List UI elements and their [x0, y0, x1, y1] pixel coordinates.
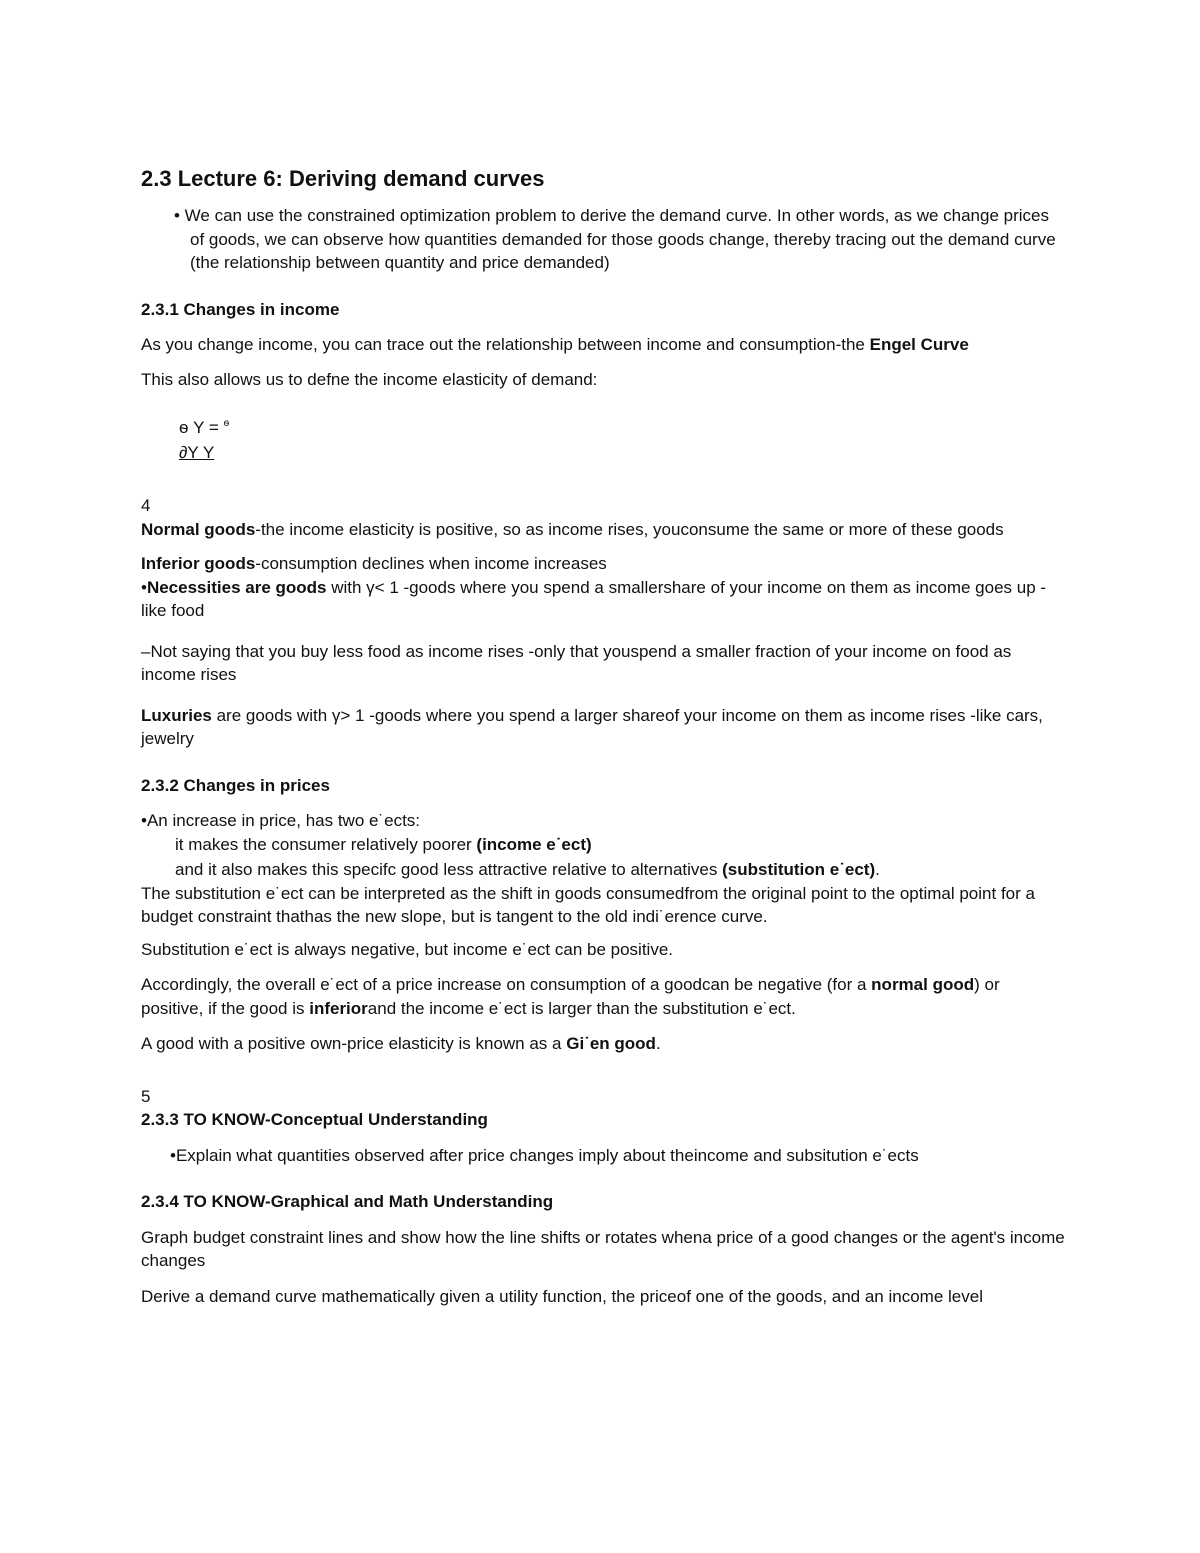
substitution-negative: Substitution e˙ect is always negative, but income e˙ect can be positive.: [141, 939, 674, 959]
substitution-effect-line: and it also makes this specifc good less attractive relative to alternatives (substitution e˙ect).: [175, 860, 880, 879]
page-number-5: 5: [141, 1086, 151, 1106]
overall-effect-paragraph: Accordingly, the overall e˙ect of a price increase on consumption of a goodcan be negative (for a normal good) or positive, if the good is inferiorand the income e˙ect is larger than the substitution e˙ect.: [141, 975, 1000, 1018]
conceptual-heading: 2.3.3 TO KNOW-Conceptual Understanding: [141, 1110, 488, 1129]
prices-heading: 2.3.2 Changes in prices: [141, 775, 330, 795]
substitution-interpretation: The substitution e˙ect can be interpreted as the shift in goods consumedfrom the original point to the optimal point for a budget constraint thathas the new slope, but is tangent to the old indi˙erence curve.: [141, 883, 1035, 926]
income-effect-term: (income e˙ect): [476, 834, 592, 854]
income-effect-line: it makes the consumer relatively poorer (income e˙ect): [175, 834, 592, 854]
income-heading: 2.3.1 Changes in income: [141, 299, 340, 319]
formula-line-1: ѳ Y = $^ѳ$: [179, 418, 230, 437]
graph-budget-paragraph: Graph budget constraint lines and show how the line shifts or rotates whena price of a good changes or the agent's income changes: [141, 1227, 1065, 1270]
luxuries-paragraph: Luxuries are goods with γ> 1 -goods where you spend a larger shareof your income on them as income rises -like cars, jewelry: [141, 705, 1043, 748]
page-number: 4: [141, 496, 151, 515]
formula-line-2: ∂Y Y: [179, 443, 215, 462]
conceptual-bullet: •Explain what quantities observed after price changes imply about theincome and subsitution e˙ects: [170, 1145, 919, 1165]
normal-goods-paragraph: Normal goods-the income elasticity is positive, so as income rises, youconsume the same or more of these goods: [141, 519, 1004, 539]
derive-demand-paragraph: Derive a demand curve mathematically given a utility function, the priceof one of the goods, and an income level: [141, 1286, 983, 1306]
luxuries-term: Luxuries: [141, 705, 212, 725]
giffen-paragraph: A good with a positive own-price elasticity is known as a Gi˙en good.: [141, 1034, 661, 1053]
inferior-term: inferior: [309, 998, 368, 1018]
normal-good-term: normal good: [871, 975, 975, 994]
substitution-effect-term: (substitution e˙ect): [722, 860, 876, 879]
necessities-term: Necessities are goods: [146, 577, 327, 597]
price-increase-line: •An increase in price, has two e˙ects:: [141, 811, 421, 830]
giffen-good-term: Gi˙en good: [566, 1034, 656, 1053]
engel-text: As you change income, you can trace out the relationship between income and consumption-the: [141, 335, 870, 354]
graphical-heading: 2.3.4 TO KNOW-Graphical and Math Understanding: [141, 1192, 554, 1211]
engel-paragraph: [141, 333, 1066, 357]
elasticity-formula: [141, 411, 1066, 465]
inferior-goods-paragraph: Inferior goods-consumption declines when income increases: [141, 554, 607, 573]
page-content: [141, 165, 1066, 1308]
engel-curve-term: Engel Curve: [869, 335, 969, 354]
section-title: 2.3 Lecture 6: Deriving demand curves: [141, 166, 545, 191]
inferior-goods-term: Inferior goods: [141, 554, 256, 573]
intro-bullet: • We can use the constrained optimization problem to derive the demand curve. In other words, as we change prices of goods, we can observe how quantities demanded for those goods change, thereby tracing out the demand curve (the relationship between quantity and price demanded): [174, 206, 1056, 272]
formula-superscript: ѳ: [223, 418, 230, 429]
not-saying-paragraph: –Not saying that you buy less food as income rises -only that youspend a smaller fraction of your income on food as income rises: [141, 641, 1012, 684]
normal-goods-term: Normal goods: [141, 519, 256, 539]
elasticity-paragraph: This also allows us to defne the income elasticity of demand:: [141, 369, 598, 389]
necessities-paragraph: •Necessities are goods with γ< 1 -goods where you spend a smallershare of your income on them as income goes up -like food: [141, 577, 1047, 620]
